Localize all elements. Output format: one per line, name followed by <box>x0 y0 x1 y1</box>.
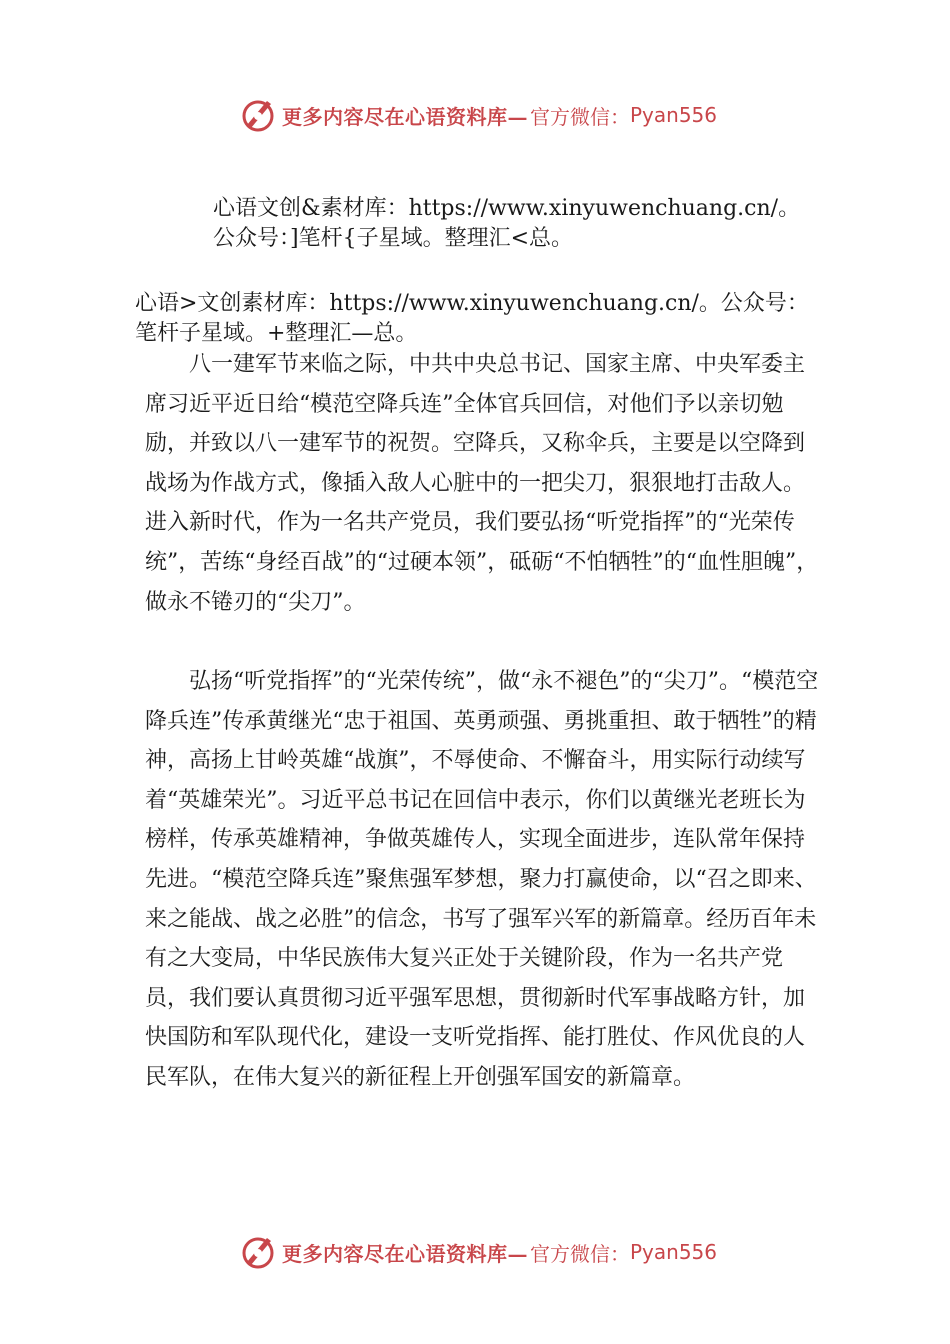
banner-wechat-label: 官方微信： <box>530 104 630 129</box>
banner-wechat-id: Pyan556 <box>630 1240 718 1264</box>
source-note-1 <box>213 194 800 254</box>
article-paragraph-1 <box>145 345 825 622</box>
article-paragraph-2 <box>145 662 825 1098</box>
note-line: 笔杆子星域。+整理汇—总。 <box>135 321 418 346</box>
note-line: 心语>文创素材库：https://www.xinyuwenchuang.cn/。公众号： <box>135 291 809 316</box>
note-line: 心语文创&素材库：https://www.xinyuwenchuang.cn/。 <box>213 196 801 221</box>
banner-title: 更多内容尽在心语资料库— <box>282 104 528 129</box>
footer-banner <box>238 1232 717 1272</box>
brand-logo-icon <box>238 95 278 135</box>
paragraph-text: 八一建军节来临之际，中共中央总书记、国家主席、中央军委主席习近平近日给“模范空降兵连”全体官兵回信，对他们予以亲切勉励，并致以八一建军节的祝贺。空降兵，又称伞兵，主要是以空降到战场为作战方式，像插入敌人心脏中的一把尖刀，狠狠地打击敌人。进入新时代，作为一名共产党员，我们要弘扬“听党指挥”的“光荣传统”，苦练“身经百战”的“过硬本领”，砥砺“不怕牺牲”的“血性胆魄”，做永不锩刃的“尖刀”。 <box>145 352 819 615</box>
banner-wechat-id: Pyan556 <box>630 103 718 127</box>
brand-logo-icon <box>238 1232 278 1272</box>
banner-title: 更多内容尽在心语资料库— <box>282 1241 528 1266</box>
header-banner <box>238 95 717 135</box>
source-note-2 <box>135 289 809 349</box>
banner-wechat-label: 官方微信： <box>530 1241 630 1266</box>
note-line: 公众号：]笔杆{子星域。整理汇<总。 <box>213 226 574 251</box>
paragraph-text: 弘扬“听党指挥”的“光荣传统”，做“永不褪色”的“尖刀”。“模范空降兵连”传承黄继光“忠于祖国、英勇顽强、勇挑重担、敢于牺牲”的精神，高扬上甘岭英雄“战旗”，不辱使命、不懈奋斗，用实际行动续写着“英雄荣光”。习近平总书记在回信中表示，你们以黄继光老班长为榜样，传承英雄精神，争做英雄传人，实现全面进步，连队常年保持先进。“模范空降兵连”聚焦强军梦想，聚力打赢使命，以“召之即来、来之能战、战之必胜”的信念，书写了强军兴军的新篇章。经历百年未有之大变局，中华民族伟大复兴正处于关键阶段，作为一名共产党员，我们要认真贯彻习近平强军思想，贯彻新时代军事战略方针，加快国防和军队现代化，建设一支听党指挥、能打胜仗、作风优良的人民军队，在伟大复兴的新征程上开创强军国安的新篇章。 <box>145 669 819 1090</box>
